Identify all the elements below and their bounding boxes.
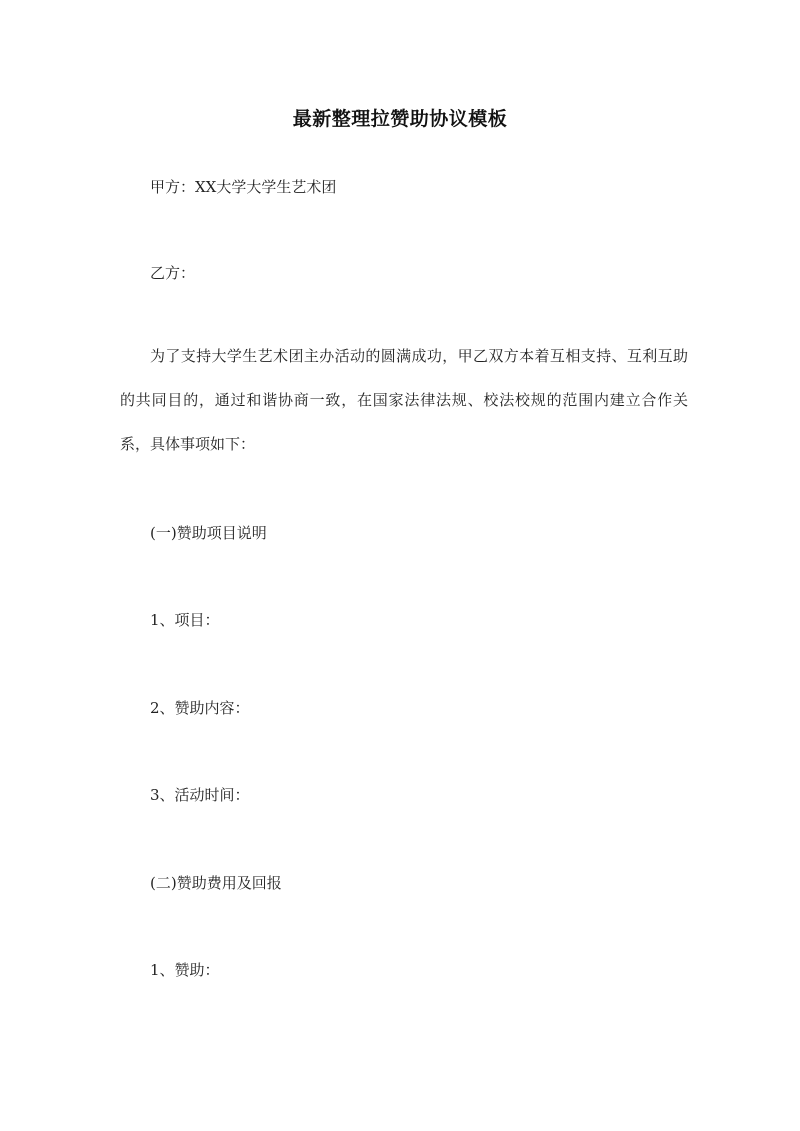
item-sponsorship: 1、赞助：: [150, 961, 220, 979]
section-heading-sponsorship-items: (一)赞助项目说明: [150, 524, 267, 542]
party-a-line: 甲方：XX大学大学生艺术团: [150, 178, 337, 196]
party-b-line: 乙方：: [150, 264, 196, 282]
intro-paragraph: 为了支持大学生艺术团主办活动的圆满成功，甲乙双方本着互相支持、互利互助的共同目的，通过和谐协商一致，在国家法律法规、校法校规的范围内建立合作关系，具体事项如下：: [120, 347, 688, 453]
document-title: 最新整理拉赞助协议模板: [292, 108, 508, 130]
item-project: 1、项目：: [150, 611, 220, 629]
item-sponsorship-content: 2、赞助内容：: [150, 699, 250, 717]
section-heading-fees-and-returns: (二)赞助费用及回报: [150, 874, 282, 892]
item-activity-time: 3、活动时间：: [150, 786, 250, 804]
